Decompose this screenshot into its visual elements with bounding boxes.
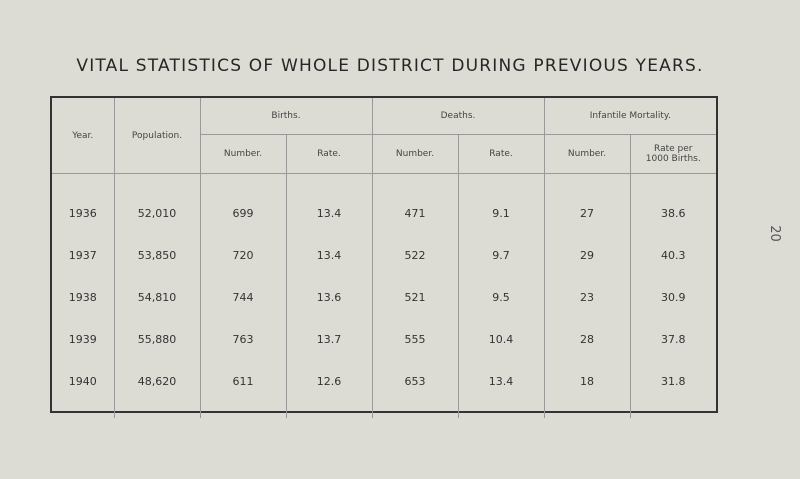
- cell-deaths-rate: 13.4: [458, 360, 544, 402]
- header-im-rate: Rate per 1000 Births.: [630, 135, 716, 174]
- cell-population: 55,880: [114, 318, 200, 360]
- page-title: VITAL STATISTICS OF WHOLE DISTRICT DURING PREVIOUS YEARS.: [76, 56, 704, 76]
- cell-births-rate: 13.7: [286, 318, 372, 360]
- header-deaths-number: Number.: [372, 135, 458, 174]
- cell-deaths-number: 471: [372, 192, 458, 234]
- cell-births-number: 699: [200, 192, 286, 234]
- header-im-number: Number.: [544, 135, 630, 174]
- cell-births-rate: 12.6: [286, 360, 372, 402]
- header-deaths-rate: Rate.: [458, 135, 544, 174]
- cell-im-rate: 30.9: [661, 290, 686, 304]
- cell-im-rate: 40.3: [661, 248, 686, 262]
- cell-deaths-rate: 9.7: [458, 234, 544, 276]
- cell-population: 53,850: [114, 234, 200, 276]
- cell-im-rate: 38.6: [661, 206, 686, 220]
- cell-population: 48,620: [114, 360, 200, 402]
- cell-deaths-number: 555: [372, 318, 458, 360]
- cell-im-number: 23: [544, 276, 630, 318]
- cell-year: 1937: [52, 234, 114, 276]
- cell-year: 1940: [52, 360, 114, 402]
- header-births-rate: Rate.: [286, 135, 372, 174]
- cell-population: 52,010: [114, 192, 200, 234]
- cell-deaths-number: 653: [372, 360, 458, 402]
- header-infantile-mortality: Infantile Mortality.: [544, 98, 716, 135]
- cell-deaths-number: 522: [372, 234, 458, 276]
- cell-im-number: 29: [544, 234, 630, 276]
- cell-im-number: 28: [544, 318, 630, 360]
- cell-year: 1938: [52, 276, 114, 318]
- table-row: [52, 360, 716, 402]
- table-row: [52, 234, 716, 276]
- table-row: [52, 276, 716, 318]
- cell-im-rate: 37.8: [661, 332, 686, 346]
- table-row: [52, 318, 716, 360]
- table-row: [52, 192, 716, 234]
- header-births: Births.: [200, 98, 372, 135]
- cell-deaths-rate: 10.4: [458, 318, 544, 360]
- cell-births-number: 611: [200, 360, 286, 402]
- cell-deaths-rate: 9.5: [458, 276, 544, 318]
- vital-statistics-table: [50, 96, 718, 413]
- cell-births-number: 763: [200, 318, 286, 360]
- page-number: 20: [766, 225, 782, 242]
- header-population: Population.: [114, 98, 200, 174]
- cell-births-rate: 13.4: [286, 192, 372, 234]
- cell-births-rate: 13.6: [286, 276, 372, 318]
- cell-population: 54,810: [114, 276, 200, 318]
- cell-deaths-number: 521: [372, 276, 458, 318]
- cell-year: 1939: [52, 318, 114, 360]
- cell-births-number: 720: [200, 234, 286, 276]
- cell-births-number: 744: [200, 276, 286, 318]
- cell-im-rate: 31.8: [661, 374, 686, 388]
- header-deaths: Deaths.: [372, 98, 544, 135]
- cell-year: 1936: [52, 192, 114, 234]
- header-year: Year.: [52, 98, 114, 174]
- cell-births-rate: 13.4: [286, 234, 372, 276]
- cell-im-number: 18: [544, 360, 630, 402]
- cell-deaths-rate: 9.1: [458, 192, 544, 234]
- header-births-number: Number.: [200, 135, 286, 174]
- cell-im-number: 27: [544, 192, 630, 234]
